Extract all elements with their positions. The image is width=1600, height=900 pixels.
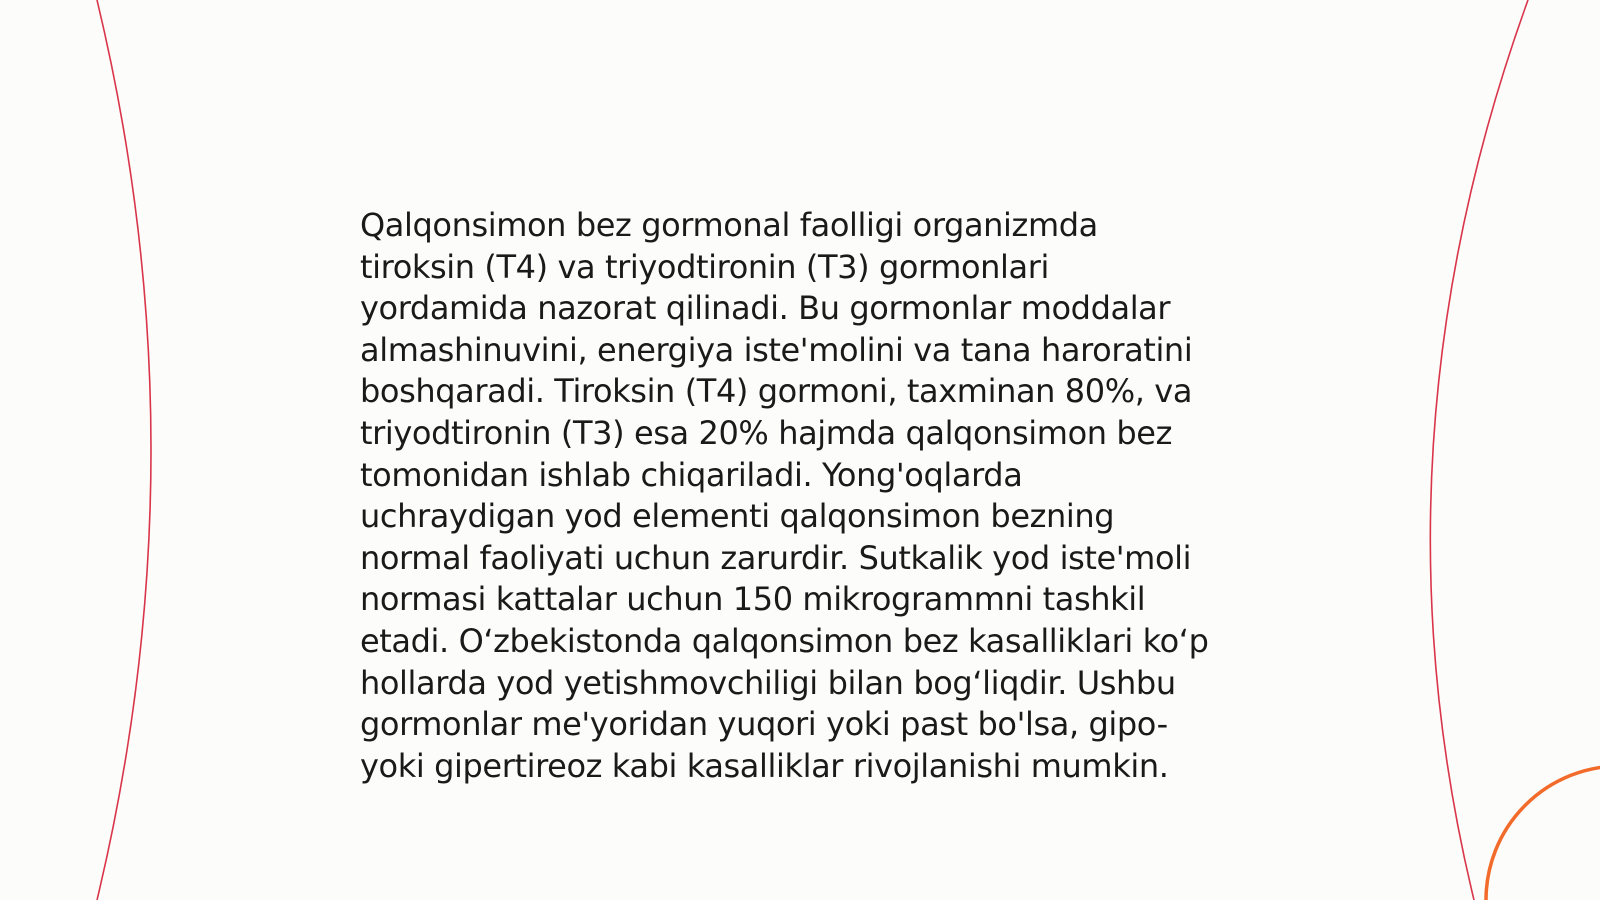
orange-accent-circle — [1486, 766, 1600, 900]
right-arc — [1430, 0, 1528, 900]
body-paragraph: Qalqonsimon bez gormonal faolligi organizmda tiroksin (T4) va triyodtironin (T3) gormonlari yordamida nazorat qilinadi. Bu gormonlar moddalar almashinuvini, energiya iste'molini va tana haroratini boshqaradi. Tiroksin (T4) gormoni, taxminan 80%, va triyodtironin (T3) esa 20% hajmda qalqonsimon bez tomonidan ishlab chiqariladi. Yong'oqlarda uchraydigan yod elementi qalqonsimon bezning normal faoliyati uchun zarurdir. Sutkalik yod iste'moli normasi kattalar uchun 150 mikrogrammni tashkil etadi. O‘zbekistonda qalqonsimon bez kasalliklari ko‘p hollarda yod yetishmovchiligi bilan bog‘liqdir. Ushbu gormonlar me'yoridan yuqori yoki past bo'lsa, gipo- yoki gipertireoz kabi kasalliklar rivojlanishi mumkin. — [360, 206, 1209, 785]
left-arc — [97, 0, 151, 900]
